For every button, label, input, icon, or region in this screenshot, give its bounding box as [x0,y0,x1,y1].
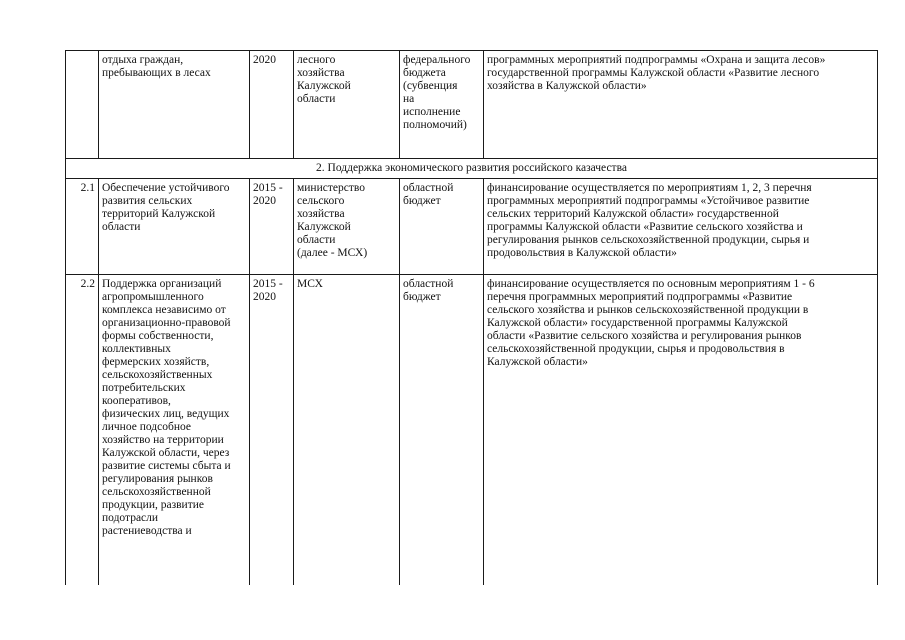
text-line: продовольствия в Калужской области» [487,247,677,259]
text-line: Калужской [297,221,351,233]
text-line: территорий Калужской [102,208,216,220]
cell-measure-name [99,51,250,159]
text-line: (далее - МСХ) [297,247,368,259]
text-line: растениеводства и [102,525,192,537]
section-title: 2. Поддержка экономического развития российского казачества [66,159,878,179]
text-line: государственной программы Калужской области «Развитие лесного [487,67,820,79]
cell-executor [294,275,400,585]
cell-measure-name [99,275,250,585]
text-line: комплекса независимо от [102,304,226,316]
text-line: 2015 - [253,278,283,290]
text-line: фермерских хозяйств, [102,356,210,368]
text-line: формы собственности, [102,330,214,342]
text-line: области [102,221,141,233]
text-line: бюджета [403,67,446,79]
text-line: хозяйство на территории [102,434,224,446]
cell-number [66,51,99,159]
text-line: пребывающих в лесах [102,67,211,79]
text-line: хозяйства [297,67,345,79]
section-row [66,159,878,179]
text-line: кооперативов, [102,395,171,407]
text-line: 2020 [253,54,276,66]
text-line: сельского хозяйства и рынков сельскохозяйственной продукции в [487,304,809,316]
text-line: регулирования рынков сельскохозяйственной продукции, сырья и [487,234,810,246]
text-line: 2020 [253,195,276,207]
table-row [66,51,878,159]
cell-note [484,275,878,585]
text-line: отдыха граждан, [102,54,184,66]
table-body [66,51,878,585]
text-line: потребительских [102,382,186,394]
table-row [66,179,878,275]
text-line: исполнение [403,106,461,118]
cell-funding-source [400,51,484,159]
text-line: сельских территорий Калужской области» государственной [487,208,779,220]
text-line: продукции, развитие [102,499,204,511]
text-line: Калужской области» государственной программы Калужской [487,317,788,329]
table-row [66,275,878,585]
text-line: областной [403,278,454,290]
cell-note [484,179,878,275]
text-line: 2015 - [253,182,283,194]
cell-number: 2.1 [66,179,99,275]
text-line: Калужской области» [487,356,588,368]
cell-measure-name [99,179,250,275]
cell-note [484,51,878,159]
text-line: (субвенция [403,80,458,92]
cell-period [250,179,294,275]
text-line: области «Развитие сельского хозяйства и регулирования рынков [487,330,802,342]
text-line: организационно-правовой [102,317,231,329]
text-line: личное подсобное [102,421,191,433]
text-line: министерство [297,182,365,194]
text-line: Обеспечение устойчивого [102,182,230,194]
text-line: полномочий) [403,119,467,131]
text-line: развития сельских [102,195,193,207]
text-line: финансирование осуществляется по мероприятиям 1, 2, 3 перечня [487,182,812,194]
text-line: МСХ [297,278,323,290]
text-line: развитие системы сбыта и [102,460,231,472]
text-line: подотрасли [102,512,159,524]
text-line: программных мероприятий подпрограммы «Устойчивое развитие [487,195,810,207]
cell-period [250,51,294,159]
text-line: области [297,234,336,246]
text-line: агропромышленного [102,291,204,303]
text-line: сельского [297,195,345,207]
text-line: федерального [403,54,471,66]
text-line: программных мероприятий подпрограммы «Охрана и защита лесов» [487,54,826,66]
text-line: физических лиц, ведущих [102,408,230,420]
cell-period [250,275,294,585]
text-line: сельскохозяйственной продукции, сырья и продовольствия в [487,343,785,355]
text-line: Поддержка организаций [102,278,222,290]
text-line: хозяйства в Калужской области» [487,80,647,92]
text-line: лесного [297,54,336,66]
text-line: коллективных [102,343,171,355]
text-line: 2020 [253,291,276,303]
cell-funding-source [400,275,484,585]
cell-executor [294,179,400,275]
text-line: Калужской [297,80,351,92]
text-line: Калужской области, через [102,447,230,459]
text-line: регулирования рынков [102,473,213,485]
text-line: бюджет [403,195,441,207]
text-line: перечня программных мероприятий подпрограммы «Развитие [487,291,793,303]
text-line: финансирование осуществляется по основным мероприятиям 1 - 6 [487,278,815,290]
text-line: области [297,93,336,105]
text-line: сельскохозяйственной [102,486,211,498]
cell-number: 2.2 [66,275,99,585]
text-line: бюджет [403,291,441,303]
text-line: хозяйства [297,208,345,220]
cell-executor [294,51,400,159]
text-line: областной [403,182,454,194]
text-line: на [403,93,415,105]
text-line: сельскохозяйственных [102,369,213,381]
text-line: программы Калужской области «Развитие сельского хозяйства и [487,221,803,233]
cell-funding-source [400,179,484,275]
program-measures-table [65,50,878,585]
